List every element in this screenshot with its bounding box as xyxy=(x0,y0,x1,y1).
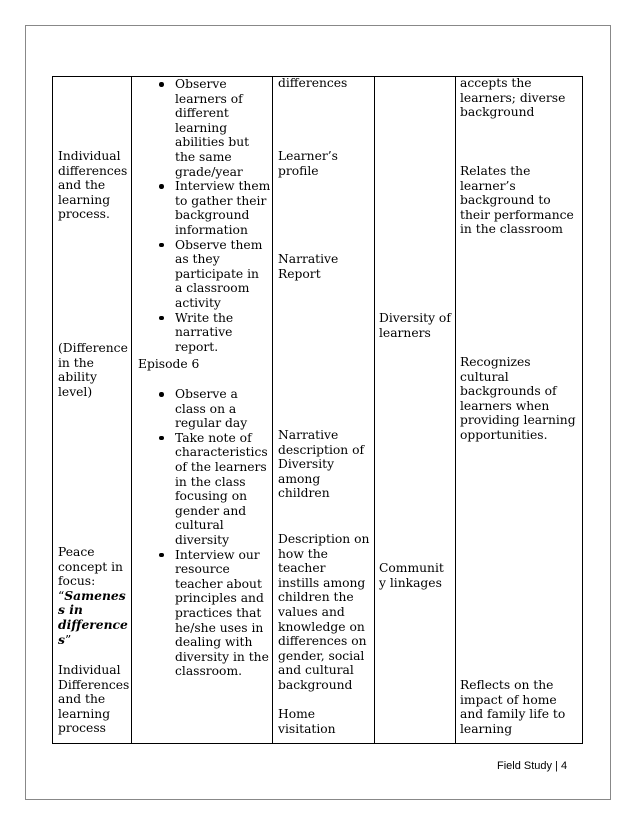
competency-recognizes: Recognizes cultural backgrounds of learners when providing learning opportunities. xyxy=(460,355,576,442)
list-item: Interview them to gather their background information xyxy=(144,179,270,237)
evidence-learner-profile: Learner’s profile xyxy=(278,149,338,178)
evidence-home-visitation: Home visitation xyxy=(278,707,336,736)
competency-reflects: Reflects on the impact of home and family life to learning xyxy=(460,678,566,736)
list-item: Interview our resource teacher about principles and practices that he/she uses in dealing with diversity in the classroom. xyxy=(144,548,269,679)
column-divider xyxy=(374,77,375,743)
peace-concept-prefix: Peace concept in focus: “ xyxy=(58,545,123,603)
topic-individual-differences: Individual differences and the learning process. xyxy=(58,149,128,222)
list-item: Observe a class on a regular day xyxy=(144,387,269,431)
list-item: Write the narrative report. xyxy=(144,311,270,355)
evidence-narrative-report: Narrative Report xyxy=(278,252,339,281)
column-divider xyxy=(272,77,273,743)
evidence-description: Description on how the teacher instills among children the values and knowledge on differences on gender, social and cultural background xyxy=(278,532,370,692)
topic-ability-level: (Difference in the ability level) xyxy=(58,341,128,399)
topic-individual-differences-2: Individual Differences and the learning process xyxy=(58,663,130,736)
peace-concept xyxy=(58,545,128,647)
episode-label: Episode 6 xyxy=(138,357,200,371)
peace-concept-emphasis: Samenes s in difference s xyxy=(58,587,128,647)
domain-community: Communit y linkages xyxy=(379,561,444,590)
competency-relates: Relates the learner’s background to their performance in the classroom xyxy=(460,164,574,237)
domain-diversity: Diversity of learners xyxy=(379,311,451,340)
column-divider xyxy=(131,77,132,743)
list-item: Observe learners of different learning abilities but the same grade/year xyxy=(144,77,270,179)
list-item: Take note of characteristics of the learners in the class focusing on gender and cultural diversity xyxy=(144,431,269,548)
list-item: Observe them as they participate in a classroom activity xyxy=(144,238,270,311)
peace-concept-suffix: ” xyxy=(64,632,72,647)
activity-list-a xyxy=(144,77,270,354)
activity-list-b xyxy=(144,387,269,679)
competency-accepts: accepts the learners; diverse background xyxy=(460,76,566,120)
page-footer: Field Study | 4 xyxy=(497,760,568,772)
evidence-differences: differences xyxy=(278,76,348,90)
evidence-narrative-description: Narrative description of Diversity among children xyxy=(278,428,365,501)
column-divider xyxy=(455,77,456,743)
